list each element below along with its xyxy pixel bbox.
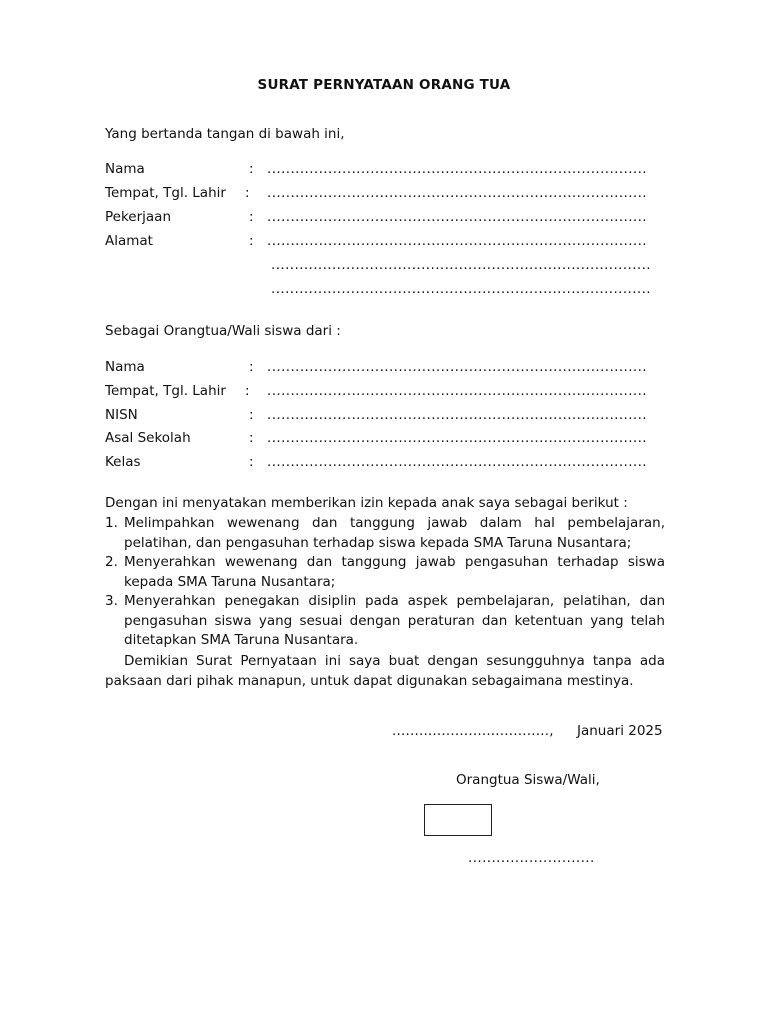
field-blank: .................................................................................: [267, 185, 647, 201]
field-label: NISN: [105, 407, 138, 423]
address-continuation-1: .................................................................................: [271, 257, 651, 273]
parent-field-address: [105, 233, 665, 251]
list-number: 1.: [105, 515, 118, 531]
student-field-name: [105, 359, 665, 377]
statement-intro-text: Dengan ini menyatakan memberikan izin kepada anak saya sebagai berikut :: [105, 495, 628, 511]
field-blank: .................................................................................: [267, 454, 647, 470]
place-blank: ...................................,: [392, 723, 554, 739]
intro-text: Yang bertanda tangan di bawah ini,: [105, 126, 345, 142]
field-blank: .................................................................................: [267, 209, 647, 225]
parent-field-name: [105, 161, 665, 179]
list-item-text: Menyerahkan penegakan disiplin pada aspek pembelajaran, pelatihan, dan pengasuhan siswa yang sesuai dengan peraturan dan ketentuan yang telah ditetapkan SMA Taruna Nusantara.: [124, 593, 665, 648]
student-field-nisn: [105, 407, 665, 425]
field-blank: .................................................................................: [267, 407, 647, 423]
field-label: Kelas: [105, 454, 141, 470]
field-label: Alamat: [105, 233, 153, 249]
field-blank: .................................................................................: [267, 430, 647, 446]
list-number: 3.: [105, 593, 118, 609]
field-blank: .................................................................................: [267, 359, 647, 375]
field-label: Asal Sekolah: [105, 430, 191, 446]
field-colon: :: [249, 430, 254, 446]
student-field-birth: [105, 383, 665, 401]
parent-field-birth: [105, 185, 665, 203]
field-colon: :: [249, 209, 254, 225]
field-colon: :: [245, 383, 250, 399]
field-blank: .................................................................................: [267, 383, 647, 399]
address-continuation-2: .................................................................................: [271, 281, 651, 297]
field-label: Pekerjaan: [105, 209, 172, 225]
date-text: Januari 2025: [577, 723, 663, 739]
field-blank: .................................................................................: [267, 161, 647, 177]
field-label: Tempat, Tgl. Lahir: [105, 383, 226, 399]
student-field-school: [105, 430, 665, 448]
field-colon: :: [249, 359, 254, 375]
list-number: 2.: [105, 554, 118, 570]
student-field-class: [105, 454, 665, 472]
student-intro-text: Sebagai Orangtua/Wali siswa dari :: [105, 323, 341, 339]
field-colon: :: [249, 233, 254, 249]
field-colon: :: [249, 454, 254, 470]
closing-paragraph: Demikian Surat Pernyataan ini saya buat dengan sesungguhnya tanpa ada paksaan dari pihak manapun, untuk dapat digunakan sebagaimana mestinya.: [105, 653, 665, 689]
list-item-text: Melimpahkan wewenang dan tanggung jawab dalam hal pembelajaran, pelatihan, dan pengasuhan terhadap siswa kepada SMA Taruna Nusantara;: [124, 515, 665, 551]
list-item: [105, 553, 665, 592]
field-label: Nama: [105, 161, 145, 177]
list-item: [105, 514, 665, 553]
field-colon: :: [245, 185, 250, 201]
document-title: SURAT PERNYATAAN ORANG TUA: [257, 77, 511, 93]
signer-name-blank: ...........................: [468, 850, 595, 866]
field-label: Nama: [105, 359, 145, 375]
signer-role: Orangtua Siswa/Wali,: [456, 772, 600, 788]
signature-box: [424, 804, 492, 836]
list-item-text: Menyerahkan wewenang dan tanggung jawab pengasuhan terhadap siswa kepada SMA Taruna Nusantara;: [124, 554, 665, 590]
parent-field-occupation: [105, 209, 665, 227]
field-colon: :: [249, 161, 254, 177]
field-colon: :: [249, 407, 254, 423]
field-blank: .................................................................................: [267, 233, 647, 249]
field-label: Tempat, Tgl. Lahir: [105, 185, 226, 201]
list-item: [105, 592, 665, 651]
statement-list: [105, 514, 665, 651]
